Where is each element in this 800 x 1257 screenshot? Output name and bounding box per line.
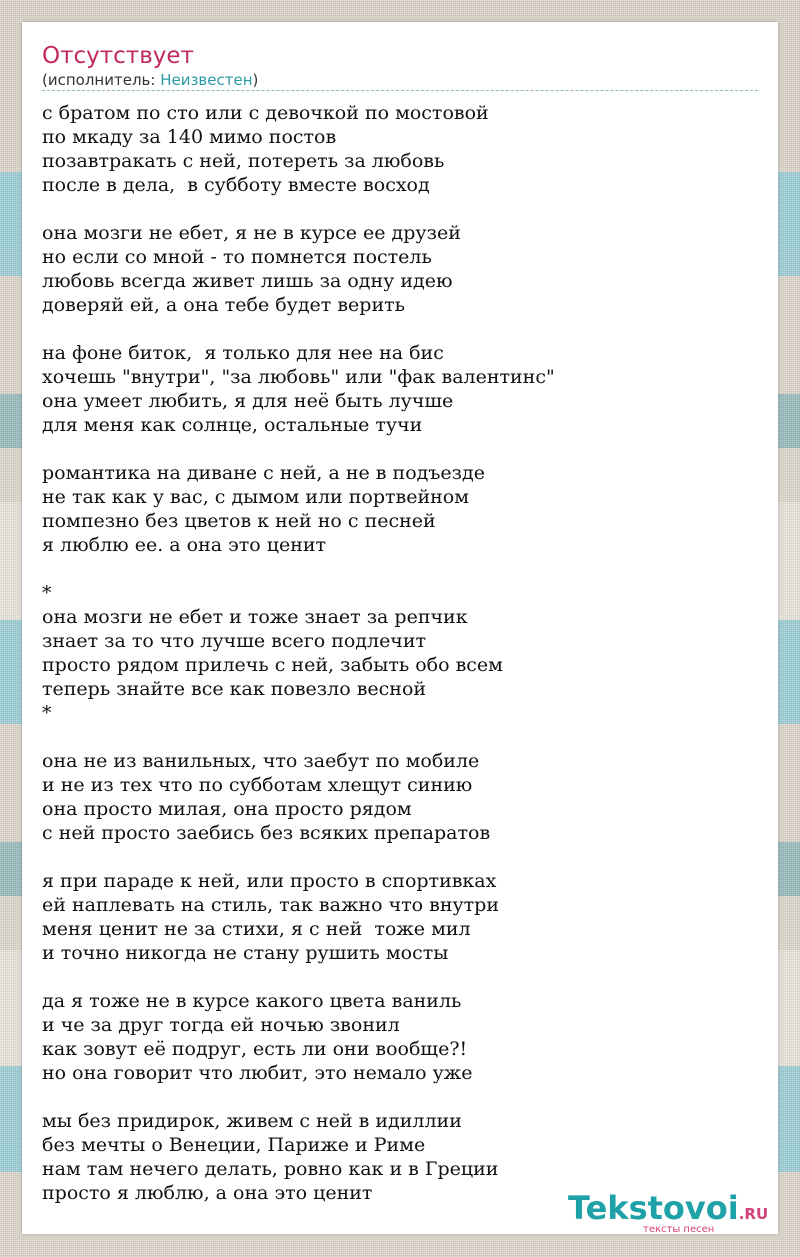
lyric-line: знает за то что лучше всего подлечит bbox=[42, 630, 427, 652]
lyric-line: хочешь "внутри", "за любовь" или "фак валентинс" bbox=[42, 366, 555, 388]
lyric-line: как зовут её подруг, есть ли они вообще?! bbox=[42, 1038, 468, 1060]
lyric-line: для меня как солнце, остальные тучи bbox=[42, 414, 423, 436]
lyric-line: после в дела, в субботу вместе восход bbox=[42, 174, 430, 196]
lyric-line: любовь всегда живет лишь за одну идею bbox=[42, 270, 453, 292]
logo-name: Tekstovoi bbox=[568, 1189, 739, 1227]
lyric-line bbox=[42, 725, 758, 749]
site-logo[interactable] bbox=[568, 1191, 778, 1235]
lyric-line: да я тоже не в курсе какого цвета ваниль bbox=[42, 990, 462, 1012]
lyric-line bbox=[42, 197, 758, 221]
lyric-line: без мечты о Венеции, Париже и Риме bbox=[42, 1134, 426, 1156]
lyric-line: позавтракать с ней, потереть за любовь bbox=[42, 150, 445, 172]
lyric-line: с ней просто заебись без всяких препаратов bbox=[42, 822, 491, 844]
lyric-line bbox=[42, 437, 758, 461]
lyric-line: меня ценит не за стихи, я с ней тоже мил bbox=[42, 918, 471, 940]
lyric-line: * bbox=[42, 702, 52, 724]
lyric-line bbox=[42, 965, 758, 989]
lyric-line: с братом по сто или с девочкой по мостовой bbox=[42, 102, 489, 124]
lyric-line: помпезно без цветов к ней но с песней bbox=[42, 510, 436, 532]
lyric-line: не так как у вас, с дымом или портвейном bbox=[42, 486, 470, 508]
lyric-line: просто я люблю, а она это ценит bbox=[42, 1182, 373, 1204]
lyric-line: она умеет любить, я для неё быть лучше bbox=[42, 390, 454, 412]
artist-suffix: ) bbox=[252, 71, 259, 89]
logo-tagline: тексты песен bbox=[643, 1224, 715, 1235]
lyric-line: она мозги не ебет и тоже знает за репчик bbox=[42, 606, 468, 628]
artist-line bbox=[42, 71, 258, 89]
lyric-line: я люблю ее. а она это ценит bbox=[42, 534, 327, 556]
lyric-line bbox=[42, 845, 758, 869]
lyric-line: теперь знайте все как повезло весной bbox=[42, 678, 427, 700]
lyric-line: по мкаду за 140 мимо постов bbox=[42, 126, 337, 148]
lyric-line: она мозги не ебет, я не в курсе ее друзей bbox=[42, 222, 461, 244]
lyric-line: доверяй ей, а она тебе будет верить bbox=[42, 294, 405, 316]
lyric-line: * bbox=[42, 582, 52, 604]
artist-prefix: (исполнитель: bbox=[42, 71, 161, 89]
lyric-line: мы без придирок, живем с ней в идиллии bbox=[42, 1110, 462, 1132]
lyric-line: она не из ванильных, что заебут по мобиле bbox=[42, 750, 480, 772]
lyric-line: на фоне биток, я только для нее на бис bbox=[42, 342, 444, 364]
lyric-line: и не из тех что по субботам хлещут синию bbox=[42, 774, 473, 796]
lyric-line bbox=[42, 317, 758, 341]
lyrics-card bbox=[22, 22, 778, 1234]
lyric-line: романтика на диване с ней, а не в подъезде bbox=[42, 462, 485, 484]
lyric-line: нам там нечего делать, ровно как и в Греции bbox=[42, 1158, 499, 1180]
lyric-line: и точно никогда не стану рушить мосты bbox=[42, 942, 449, 964]
lyric-line bbox=[42, 1085, 758, 1109]
lyrics-text bbox=[42, 101, 758, 1205]
lyric-line: но она говорит что любит, это немало уже bbox=[42, 1062, 473, 1084]
logo-suffix: .RU bbox=[738, 1205, 769, 1223]
lyric-line bbox=[42, 557, 758, 581]
artist-link[interactable]: Неизвестен bbox=[160, 71, 253, 89]
song-title: Отсутствует bbox=[42, 43, 194, 69]
title-divider bbox=[42, 90, 758, 91]
lyric-line: просто рядом прилечь с ней, забыть обо всем bbox=[42, 654, 503, 676]
lyric-line: и че за друг тогда ей ночью звонил bbox=[42, 1014, 400, 1036]
lyric-line: ей наплевать на стиль, так важно что внутри bbox=[42, 894, 500, 916]
lyric-line: но если со мной - то помнется постель bbox=[42, 246, 432, 268]
lyric-line: я при параде к ней, или просто в спортивках bbox=[42, 870, 497, 892]
lyric-line: она просто милая, она просто рядом bbox=[42, 798, 412, 820]
